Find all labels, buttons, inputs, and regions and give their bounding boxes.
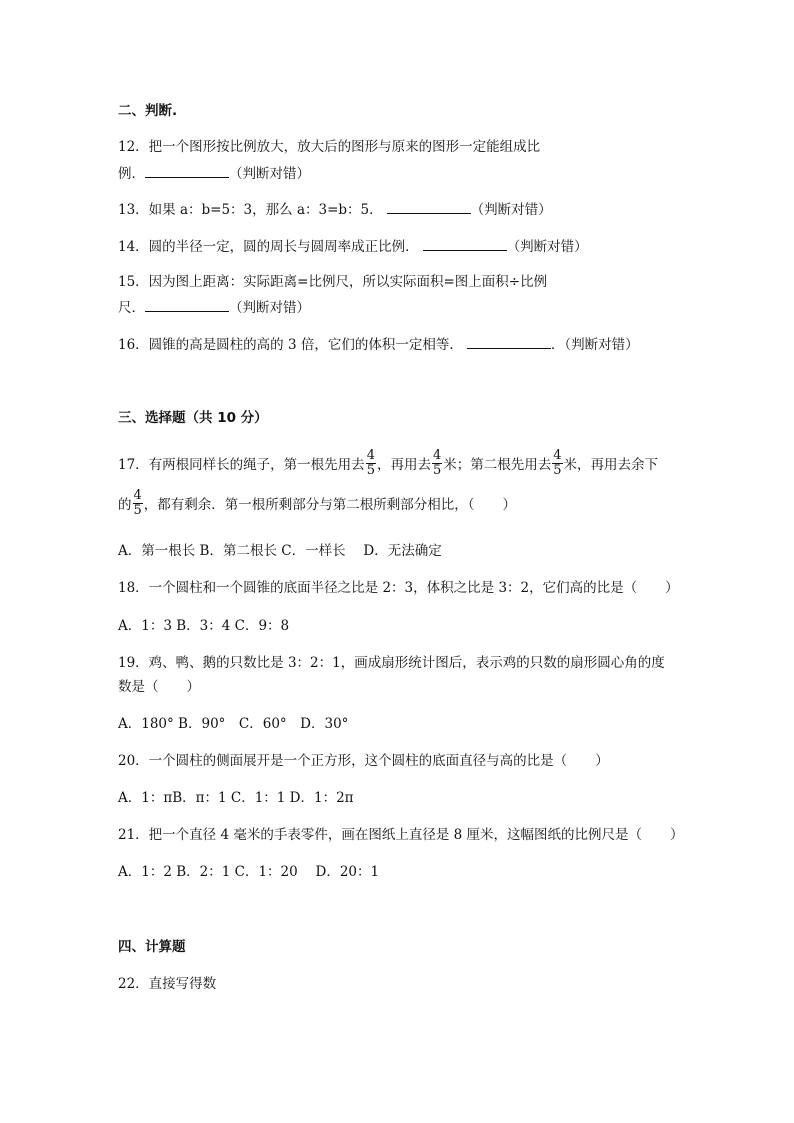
question-22: 22．直接写得数 [118, 976, 217, 992]
question-21-text: 21．把一个直径 4 毫米的手表零件，画在图纸上直径是 8 厘米，这幅图纸的比例尺是（ [118, 827, 643, 843]
question-18 [118, 579, 679, 597]
question-20-options: A．1：πB．π：1 C．1：1 D．1：2π [118, 790, 354, 806]
judge-hint-13: （判断对错） [470, 202, 552, 218]
question-17-part1: 17．有两根同样长的绳子，第一根先用去 [118, 457, 365, 473]
question-17-line2 [118, 488, 516, 522]
question-20 [118, 752, 609, 770]
fraction-denominator: 5 [432, 463, 442, 478]
answer-blank-16[interactable] [467, 334, 551, 349]
section-4-title: 四、计算题 [118, 939, 186, 955]
fraction-denominator: 5 [366, 463, 375, 478]
judge-hint-15: （判断对错） [229, 300, 310, 316]
question-16-text: 16．圆锥的高是圆柱的高的 3 倍，它们的体积一定相等． [118, 337, 463, 353]
question-12-line1: 12．把一个图形按比例放大，放大后的图形与原来的图形一定能组成比 [118, 139, 541, 155]
question-12-prefix: 例． [118, 166, 145, 182]
fraction-numerator: 4 [133, 488, 142, 503]
question-20-text: 20．一个圆柱的侧面展开是一个正方形，这个圆柱的底面直径与高的比是（ [118, 753, 568, 769]
question-17-part4: 米，再用去余下 [563, 457, 659, 473]
question-17-part7: ） [502, 497, 517, 513]
question-18-text: 18．一个圆柱和一个圆锥的底面半径之比是 2：3，体积之比是 3：2，它们高的比是（ [118, 580, 638, 596]
question-15-line2 [118, 297, 310, 317]
section-3-title: 三、选择题（共 10 分） [118, 410, 268, 426]
question-17-part2: ，再用去 [376, 457, 431, 473]
question-20-close: ） [595, 753, 609, 769]
question-19-text: 数是（ [118, 679, 159, 695]
question-19-line2 [118, 678, 200, 696]
judge-hint-12: （判断对错） [229, 166, 310, 182]
answer-blank-14[interactable] [423, 236, 507, 251]
question-13 [118, 199, 552, 219]
fraction-4-5 [366, 449, 376, 478]
judge-hint-14: （判断对错） [506, 239, 588, 255]
fraction-numerator: 4 [432, 448, 442, 463]
question-12-line2 [118, 163, 310, 183]
question-18-close: ） [665, 580, 679, 596]
question-19-line1: 19．鸡、鸭、鹅的只数比是 3：2：1，画成扇形统计图后，表示鸡的只数的扇形圆心角的度 [118, 655, 665, 671]
question-21 [118, 826, 684, 844]
judge-hint-16: ．（判断对错） [550, 337, 639, 353]
fraction-denominator: 5 [553, 463, 562, 478]
question-17-line1 [118, 448, 658, 482]
question-17-part6: ，都有剩余．第一根所剩部分与第二根所剩部分相比，（ [143, 497, 475, 513]
question-14 [118, 236, 588, 256]
question-17-part5: 的 [118, 497, 132, 513]
question-17-options: A．第一根长 B．第二根长 C．一样长 D．无法确定 [118, 543, 442, 559]
question-15-line1: 15．因为图上距离：实际距离=比例尺，所以实际面积=图上面积÷比例 [118, 274, 548, 290]
question-15-prefix: 尺． [118, 300, 145, 316]
question-19-options: A．180° B．90° C．60° D．30° [118, 716, 349, 732]
question-18-options: A．1：3 B．3：4 C．9：8 [118, 618, 290, 634]
question-21-close: ） [670, 827, 684, 843]
question-19-close: ） [186, 679, 200, 695]
section-2-title: 二、判断. [118, 103, 178, 119]
fraction-4-5 [432, 449, 442, 478]
question-14-text: 14．圆的半径一定，圆的周长与圆周率成正比例． [118, 239, 419, 255]
fraction-numerator: 4 [553, 448, 562, 463]
fraction-numerator: 4 [366, 448, 375, 463]
fraction-4-5 [552, 449, 562, 478]
answer-blank-13[interactable] [387, 199, 471, 214]
question-16 [118, 334, 639, 354]
fraction-denominator: 5 [133, 503, 142, 518]
answer-blank-15[interactable] [145, 297, 229, 312]
question-13-text: 13．如果 a：b=5：3，那么 a：3=b：5． [118, 202, 383, 218]
question-17-part3: 米；第二根先用去 [443, 457, 552, 473]
answer-blank-12[interactable] [145, 163, 229, 178]
question-21-options: A．1：2 B．2：1 C．1：20 D．20：1 [118, 864, 380, 880]
fraction-4-5 [133, 489, 143, 518]
